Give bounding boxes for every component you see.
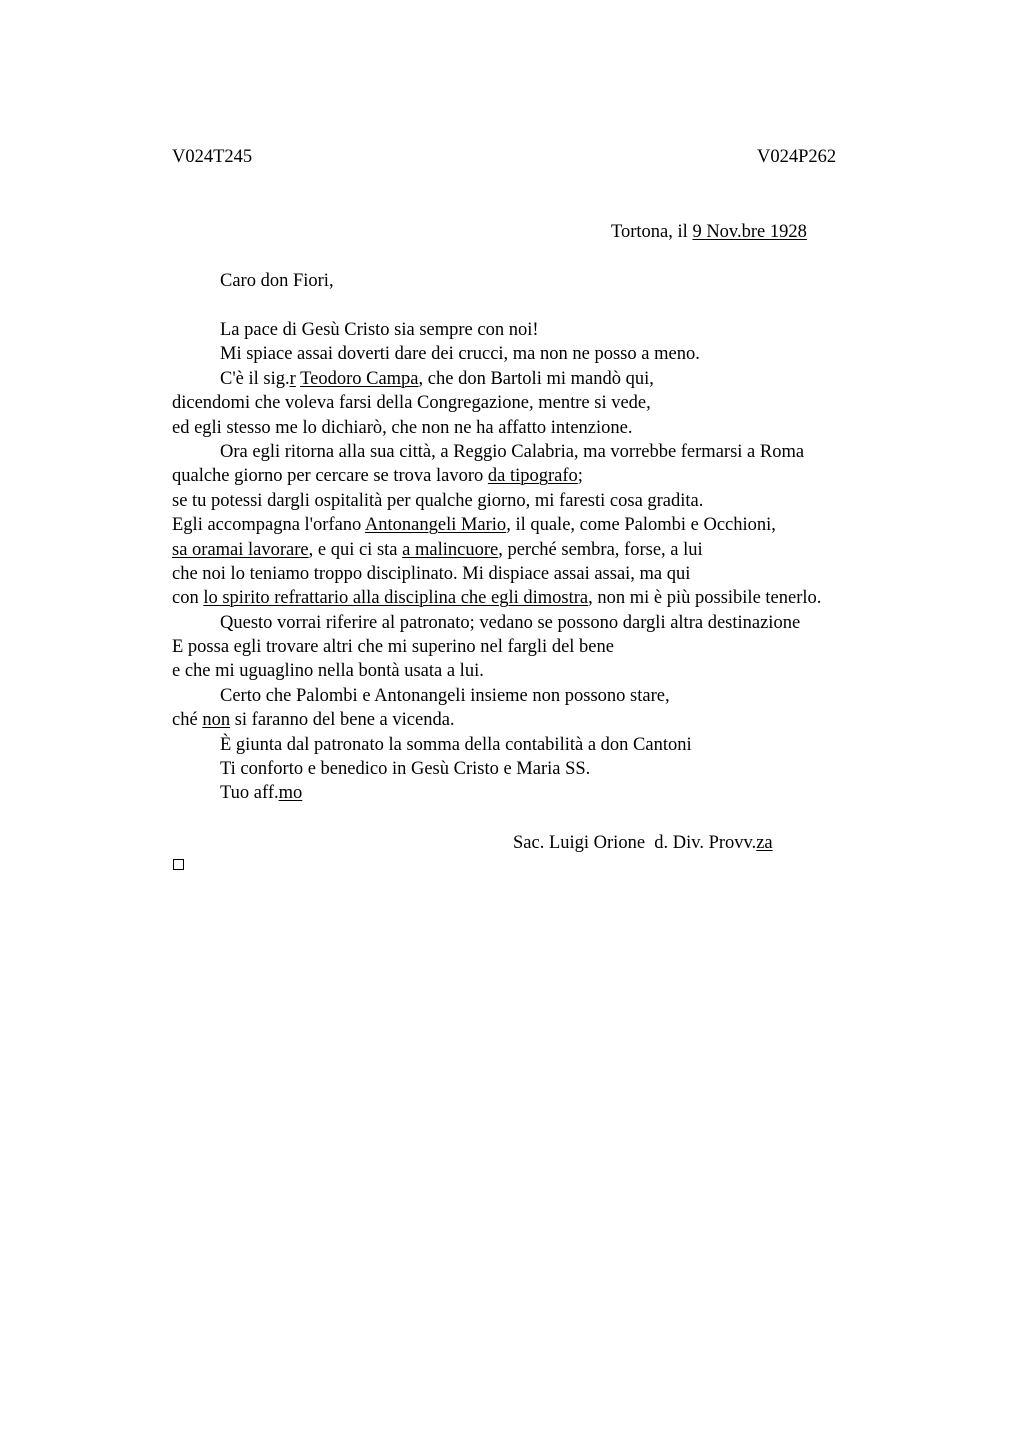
text-segment: e che mi uguaglino nella bontà usata a lui.: [172, 661, 484, 682]
text-segment: Ora egli ritorna alla sua città, a Reggio Calabria, ma vorrebbe fermarsi a Roma: [220, 441, 805, 462]
signature-text: Sac. Luigi Orione d. Div. Provv.: [513, 833, 757, 853]
body-line: [172, 464, 932, 488]
text-segment: ed egli stesso me lo dichiarò, che non ne ha affatto intenzione.: [172, 417, 633, 438]
signature: [513, 833, 773, 854]
text-segment: Mi spiace assai doverti dare dei crucci, ma non ne posso a meno.: [220, 344, 700, 365]
dateline-place: Tortona, il: [611, 222, 693, 242]
underlined-text: a malincuore: [402, 539, 499, 560]
text-segment: ;: [577, 466, 583, 487]
underlined-text: Antonangeli Mario: [364, 515, 507, 536]
text-segment: con: [172, 588, 204, 609]
greeting: Caro don Fiori,: [220, 271, 334, 291]
text-segment: Questo vorrai riferire al patronato; vedano se possono dargli altra destinazione: [220, 612, 801, 633]
text-segment: Certo che Palombi e Antonangeli insieme non possono stare,: [220, 685, 670, 706]
body-line: [172, 440, 932, 464]
body-line: [172, 416, 932, 440]
dateline: [611, 222, 807, 243]
text-segment: qualche giorno per cercare se trova lavoro: [172, 466, 488, 487]
text-segment: si faranno del bene a vicenda.: [230, 710, 455, 731]
body-line: [172, 635, 932, 659]
document-code-right: V024P262: [757, 147, 837, 167]
body-line: [172, 342, 932, 366]
text-segment: dicendomi che voleva farsi della Congregazione, mentre si vede,: [172, 393, 651, 414]
text-segment: Tuo aff.: [220, 783, 279, 804]
underlined-text: sa oramai lavorare: [172, 539, 309, 560]
body-line: [172, 684, 932, 708]
body-line: [172, 586, 932, 610]
underlined-text: Teodoro Campa: [300, 368, 419, 389]
body-line: [172, 538, 932, 562]
body-line: [172, 781, 932, 805]
underlined-text: da tipografo: [487, 466, 578, 487]
body-line: [172, 391, 932, 415]
text-segment: , e qui ci sta: [308, 539, 403, 560]
underlined-text: lo spirito refrattario alla disciplina che egli dimostra: [203, 588, 589, 609]
body-line: [172, 562, 932, 586]
text-segment: È giunta dal patronato la somma della contabilità a don Cantoni: [220, 734, 692, 755]
text-segment: La pace di Gesù Cristo sia sempre con noi!: [220, 320, 539, 340]
body-line: [172, 367, 932, 391]
signature-suffix: za: [756, 833, 773, 853]
body-line: [172, 513, 932, 537]
body-line: [172, 489, 932, 513]
body-line: [172, 757, 932, 781]
document-code-left: V024T245: [172, 147, 253, 167]
underlined-text: mo: [278, 783, 303, 804]
text-segment: che noi lo teniamo troppo disciplinato. Mi dispiace assai assai, ma qui: [172, 563, 691, 584]
text-segment: , perché sembra, forse, a lui: [498, 539, 703, 560]
underlined-text: r: [289, 368, 296, 389]
body-line: [172, 318, 932, 342]
body-line: [172, 708, 932, 732]
body-line: [172, 659, 932, 683]
body-line: [172, 611, 932, 635]
end-mark-box: [173, 859, 184, 870]
text-segment: , non mi è più possibile tenerlo.: [588, 588, 822, 609]
dateline-date: 9 Nov.bre 1928: [692, 222, 807, 242]
text-segment: , il quale, come Palombi e Occhioni,: [506, 515, 776, 536]
letter-body: [172, 318, 932, 806]
text-segment: ché: [172, 710, 203, 731]
text-segment: Ti conforto e benedico in Gesù Cristo e Maria SS.: [220, 759, 591, 780]
text-segment: C'è il sig.: [220, 368, 290, 389]
body-line: [172, 733, 932, 757]
text-segment: E possa egli trovare altri che mi superino nel fargli del bene: [172, 637, 614, 658]
underlined-text: non: [202, 710, 231, 731]
text-segment: se tu potessi dargli ospitalità per qualche giorno, mi faresti cosa gradita.: [172, 490, 704, 511]
text-segment: , che don Bartoli mi mandò qui,: [418, 368, 654, 389]
text-segment: Egli accompagna l'orfano: [172, 515, 365, 536]
